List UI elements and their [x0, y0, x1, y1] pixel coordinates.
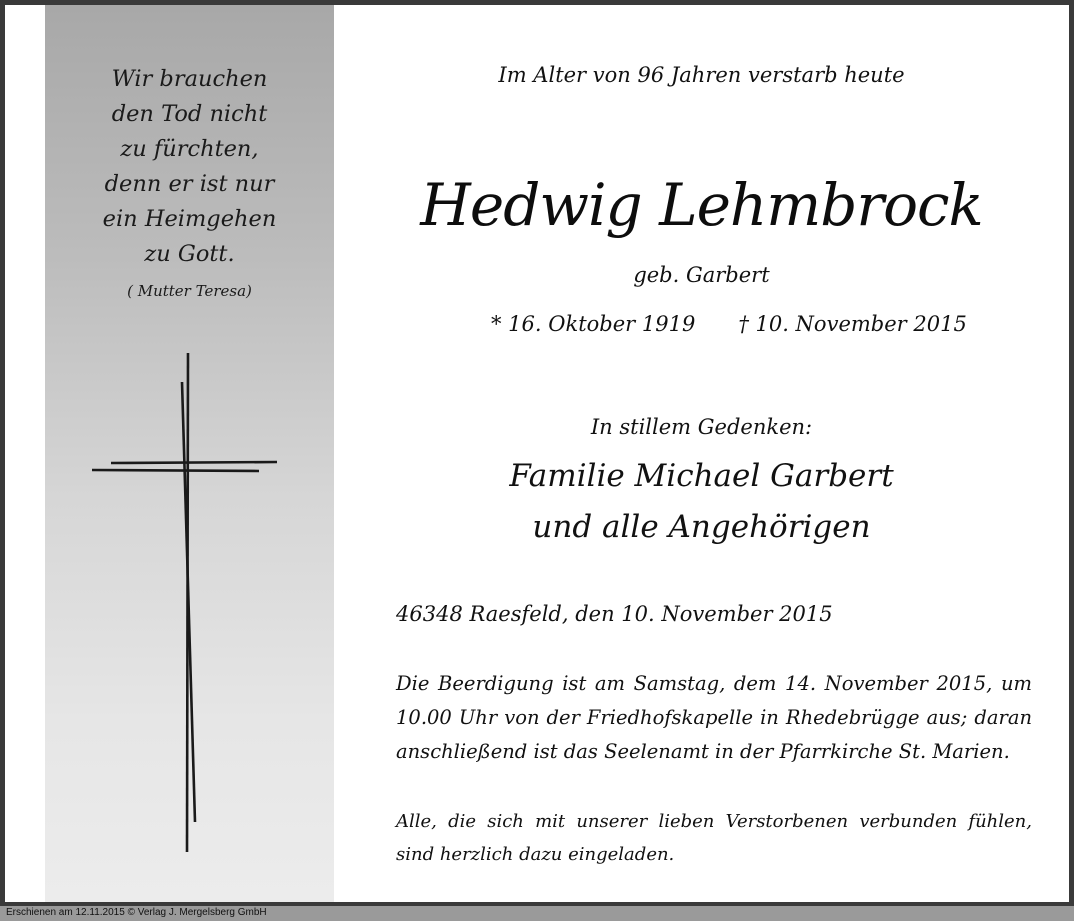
deceased-name: Hedwig Lehmbrock — [420, 171, 983, 239]
birth-date: * 16. Oktober 1919 — [491, 312, 696, 336]
funeral-details: Die Beerdigung ist am Samstag, dem 14. November 2015, um 10.00 Uhr von der Friedhofskapelle in Rhedebrügge aus; daran anschließend ist das Seelenamt in der Pfarrkirche St. Marien. — [396, 672, 1032, 763]
life-dates — [491, 312, 967, 336]
quote-line: zu Gott. — [144, 241, 235, 267]
place-date: 46348 Raesfeld, den 10. November 2015 — [396, 602, 833, 626]
quote-author: ( Mutter Teresa) — [127, 282, 252, 300]
invitation-text: Alle, die sich mit unserer lieben Verstorbenen verbunden fühlen, sind herzlich dazu eingeladen. — [396, 811, 1032, 865]
quote-line: denn er ist nur — [104, 171, 275, 197]
death-date: † 10. November 2015 — [738, 312, 967, 336]
cross-horizontal-line — [111, 462, 277, 463]
cross-horizontal-line-offset — [92, 470, 259, 471]
memory-text: In stillem Gedenken: — [590, 415, 813, 439]
family-line-2: und alle Angehörigen — [532, 509, 871, 545]
maiden-name: geb. Garbert — [633, 263, 770, 287]
quote-line: ein Heimgehen — [102, 206, 277, 232]
family-line-1: Familie Michael Garbert — [509, 458, 894, 494]
intro-text: Im Alter von 96 Jahren verstarb heute — [498, 63, 905, 87]
publication-footer: Erschienen am 12.11.2015 © Verlag J. Mergelsberg GmbH — [6, 907, 267, 918]
cross-icon — [0, 0, 340, 906]
quote-line: zu fürchten, — [120, 136, 259, 162]
quote-line: den Tod nicht — [111, 101, 268, 127]
quote-line: Wir brauchen — [111, 66, 268, 92]
